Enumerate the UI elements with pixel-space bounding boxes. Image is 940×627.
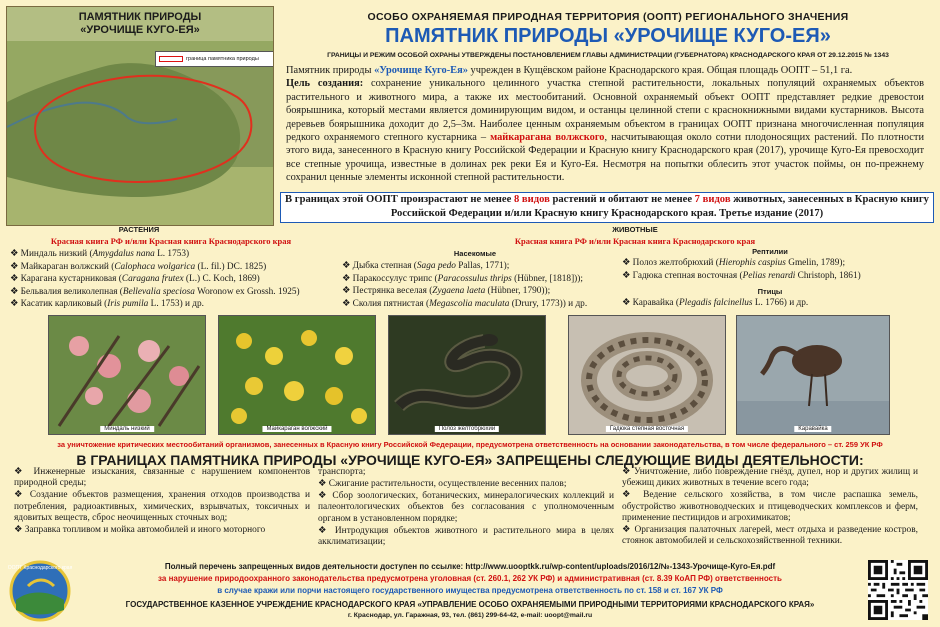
list-item: ❖ Каравайка (Plegadis falcinellus L. 1766) и др.: [622, 298, 809, 308]
list-item: ❖ Бельвалия великолепная (Bellevalia speciosa Woronow ex Grossh. 1925): [10, 286, 300, 297]
list-item: ❖ Создание объектов размещения, хранения отходов производства и потребления, радиоактивных, химических, взрывчатых, токсичных и ядовитых веществ, сброс неочищенных сточных вод;: [14, 490, 310, 524]
animals-title: ЖИВОТНЫЕ: [612, 225, 658, 234]
list-item: ❖ Гадюка степная восточная (Pelias renardi Christoph, 1861): [622, 270, 861, 281]
list-item: ❖ Миндаль низкий (Amygdalus nana L. 1753): [10, 249, 190, 259]
photo-caption: Майкараган волжский: [262, 426, 331, 432]
insects-title: Насекомые: [453, 249, 497, 258]
box-b: растений и обитают не менее: [549, 194, 695, 205]
ban-column-2: [318, 467, 614, 549]
list-item: ❖ Сбор зоологических, ботанических, минералогических коллекций и палеонтологических объектов без согласования с уполномоченным органом в установленном порядке;: [318, 490, 614, 524]
plants-title: РАСТЕНИЯ: [118, 225, 160, 234]
list-item: ❖ Полоз желтобрюхий (Hierophis caspius Gmelin, 1789);: [622, 258, 846, 268]
list-item: ❖ Организация палаточных лагерей, мест отдыха и разведение костров, стоянок автомобилей и сельскохозяйственной техники.: [622, 525, 918, 547]
header-decree: ГРАНИЦЫ И РЕЖИМ ОСОБОЙ ОХРАНЫ УТВЕРЖДЕНЫ ПОСТАНОВЛЕНИЕМ ГЛАВЫ АДМИНИСТРАЦИИ (ГУБЕРНАТОРА) КРАСНОДАРСКОГО КРАЯ ОТ 29.12.2015 № 1343: [327, 52, 889, 59]
footer-contacts: г. Краснодар, ул. Гаражная, 93, тел. (861) 299-64-42, e-mail: uoopt@mail.ru: [347, 612, 593, 619]
list-item: ❖ Инженерные изыскания, связанные с нарушением компонентов природной среды;: [14, 467, 311, 489]
map-title: [7, 11, 273, 37]
insects-list: [342, 260, 622, 310]
photo-viper: [568, 315, 726, 435]
footer-org-name: ГОСУДАРСТВЕННОЕ КАЗЕННОЕ УЧРЕЖДЕНИЕ КРАСНОДАРСКОГО КРАЯ «УПРАВЛЕНИЕ ОСОБО ОХРАНЯЕМЫМИ ПРИРОДНЫМИ ТЕРРИТОРИЯМИ КРАСНОДАРСКОГО КРАЯ»: [125, 600, 815, 609]
photo-ibis: [736, 315, 890, 435]
map-title-line1: ПАМЯТНИК ПРИРОДЫ: [78, 11, 202, 23]
qr-code[interactable]: [868, 560, 928, 620]
box-c: животных, занесенных в Красную книгу Российской Федерации и/или Красную книгу Краснодарского края. Третье издание (2017): [390, 194, 929, 219]
photo-calophaca: [218, 315, 376, 435]
goal-species: майкарагана волжского: [490, 132, 605, 144]
list-item: ❖ Пестрянка веселая (Zygaena laeta (Hübner, 1790));: [342, 286, 551, 297]
list-item: ❖ Паракоссулус трипс (Paracossulus thrips (Hübner, [1818]));: [342, 273, 583, 284]
footer-link-line[interactable]: Полный перечень запрещенных видов деятельности доступен по ссылке: http://www.uooptkk.ru/wp-content/uploads/2016/12/№-1343-Урочище-Куго-Ея.pdf: [164, 562, 776, 571]
list-item: ❖ Дыбка степная (Saga pedo Pallas, 1771);: [342, 261, 510, 271]
list-item: ❖ Уничтожение, либо повреждение гнёзд, дупел, нор и других жилищ и убежищ диких животных в течение всего года;: [622, 467, 919, 489]
ban-column-1: [14, 467, 310, 537]
photo-caption: Каравайка: [794, 426, 831, 432]
birds-list: [622, 297, 932, 310]
map-legend: [155, 51, 274, 67]
photo-caption: Полоз желтобрюхий: [435, 426, 499, 432]
list-item: ❖ Карагана кустарниковая (Caragana frutex (L.) C. Koch, 1869): [10, 274, 260, 285]
svg-text:ООПТ Краснодарского края: ООПТ Краснодарского края: [8, 565, 72, 571]
intro-text: [286, 64, 924, 185]
photo-grass-snake: [388, 315, 546, 435]
map-image: [6, 6, 274, 226]
boundary-swatch-icon: [159, 56, 183, 62]
intro-p1-b: учрежден в Кущёвском районе Краснодарского края. Общая площадь ООПТ – 51,1 га.: [467, 65, 853, 76]
list-item: ❖ Сжигание растительности, осуществление весенних палов;: [318, 478, 567, 489]
photo-caption: Гадюка степная восточная: [606, 426, 688, 432]
list-item: ❖ Интродукция объектов животного и растительного мира в целях акклиматизации;: [318, 525, 615, 547]
ban-title: В ГРАНИЦАХ ПАМЯТНИКА ПРИРОДЫ «УРОЧИЩЕ КУГО-ЕЯ» ЗАПРЕЩЕНЫ СЛЕДУЮЩИЕ ВИДЫ ДЕЯТЕЛЬНОСТИ:: [76, 452, 864, 468]
intro-p1-a: Памятник природы: [286, 65, 375, 76]
plants-list: [10, 248, 340, 311]
goal-text-b: , насчитывающая около сотни плодоносящих растений. По плотности этого вида, занесенного в Красную книгу Российской Федерации и Красную книгу Краснодарского края (2017), урочище Куго-Ея превосходит все степные урочища, известные в долинах рек реки Ея и Куго-Ея. Несмотря на попытки облесить этот участок поймы, он по-прежнему сохранил ценные элементы исконной степной растительности.: [286, 132, 925, 184]
map-legend-label: граница памятника природы: [186, 56, 259, 62]
birds-title: Птицы: [757, 287, 783, 296]
liability-warning: за уничтожение критических местообитаний организмов, занесенных в Красную книгу Российской Федерации, предусмотрена ответственность на основании законодательства, в том числе федерального – ст. 259 УК РФ: [57, 440, 883, 449]
animals-subtitle: Красная книга РФ и/или Красная книга Краснодарского края: [514, 236, 756, 246]
reptiles-title: Рептилии: [752, 247, 788, 256]
list-item: ❖ Майкараган волжский (Calophaca wolgarica (L. fil.) DC. 1825): [10, 261, 267, 272]
list-item: ❖ Ведение сельского хозяйства, в том числе распашка земель, обустройство животноводческих и птицеводческих комплексов и ферм, применение пестицидов и агрохимикатов;: [622, 490, 918, 524]
photo-caption: Миндаль низкий: [100, 426, 154, 432]
box-plants-count: 8 видов: [513, 194, 550, 205]
page-title: ПАМЯТНИК ПРИРОДЫ «УРОЧИЩЕ КУГО-ЕЯ»: [385, 25, 831, 47]
ban-column-3: [622, 467, 918, 548]
list-item: ❖ Сколия пятнистая (Megascolia maculata (Drury, 1773)) и др.: [342, 298, 588, 309]
footer-liability-line: за нарушение природоохранного законодательства предусмотрена уголовная (ст. 260.1, 262 УК РФ) и административная (ст. 8.39 КоАП РФ) ответственность: [158, 574, 782, 583]
species-count-box: [280, 192, 934, 223]
list-item: ❖ Заправка топливом и мойка автомобилей и иного моторного: [14, 525, 266, 536]
reptiles-list: [622, 257, 932, 282]
goal-label: Цель создания:: [286, 78, 364, 90]
box-animals-count: 7 видов: [694, 194, 731, 205]
box-a: В границах этой ООПТ произрастают не менее: [285, 194, 514, 205]
header-line1: ОСОБО ОХРАНЯЕМАЯ ПРИРОДНАЯ ТЕРРИТОРИЯ (ООПТ) РЕГИОНАЛЬНОГО ЗНАЧЕНИЯ: [367, 11, 849, 23]
logo-icon: [8, 560, 72, 622]
goal-text-a: сохранение уникального целинного участка степной растительности, локальных популяций охраняемых объектов растительного и животного мира, а также их местообитаний. Основной охраняемый объект ООПТ представляет редкие древостои боярышника, который местами является доминирующим видом, и останцы целинной степи с краснокнижными видами кустарников. Высота деревьев боярышника доходит до 2,5–3м. Наиболее ценным охраняемым объектом в границах ООПТ признана многочисленная популяция редкого охраняемого степного кустарника –: [286, 78, 924, 144]
list-item: ❖ Касатик карликовый (Iris pumila L. 1753) и др.: [10, 299, 204, 310]
plants-subtitle: Красная книга РФ и/или Красная книга Краснодарского края: [50, 236, 292, 246]
photo-almond: [48, 315, 206, 435]
footer-theft-line: в случае кражи или порчи настоящего государственного имущества предусмотрена ответственность по ст. 158 и ст. 167 УК РФ: [217, 586, 723, 595]
map-title-line2: «УРОЧИЩЕ КУГО-ЕЯ»: [80, 24, 200, 36]
intro-site-name: «Урочище Куго-Ея»: [374, 65, 468, 76]
list-item-cont: транспорта;: [318, 467, 366, 477]
